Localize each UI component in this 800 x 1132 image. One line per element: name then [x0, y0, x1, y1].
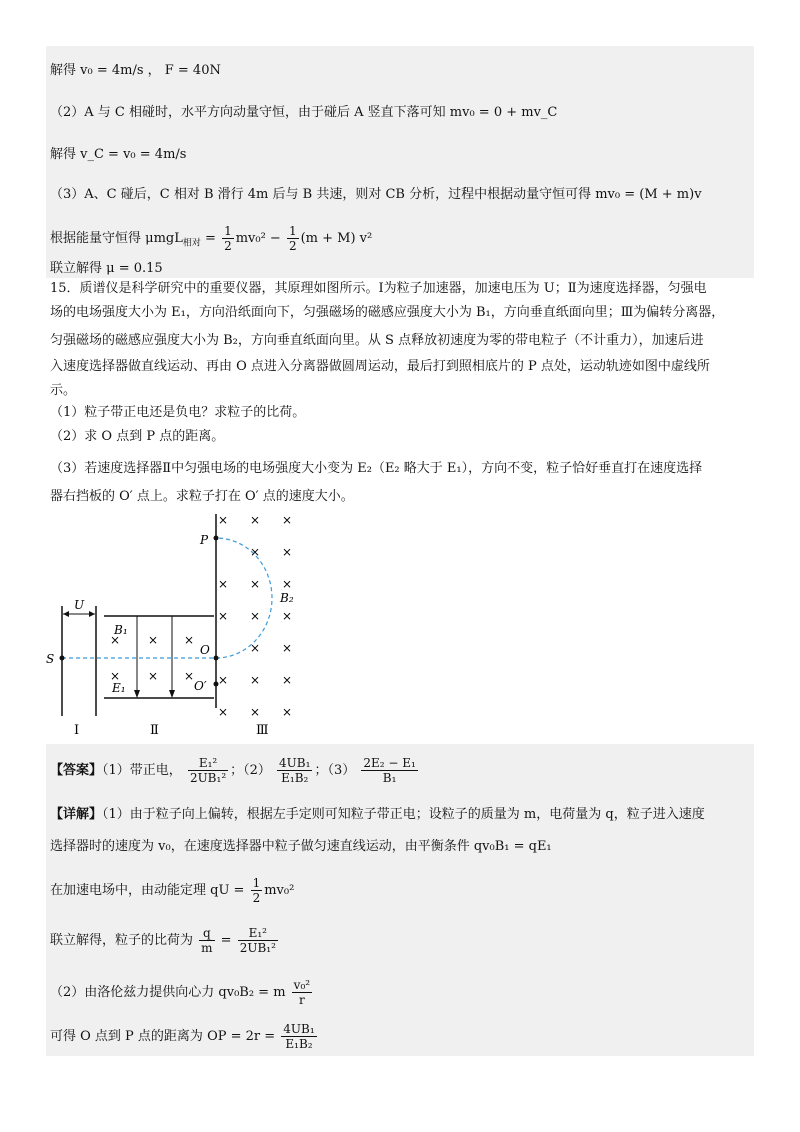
detail-line-2: 选择器时的速度为 v₀，在速度选择器中粒子做匀速直线运动，由平衡条件 qv₀B₁ = qE₁ [50, 839, 552, 854]
label-e1: E₁ [112, 681, 126, 695]
cross-mark: × [250, 513, 261, 527]
cross-mark: × [282, 609, 293, 623]
label-p: P [200, 533, 209, 547]
answer-fraction-2: $\frac{\text{4UB₁}}{\text{E₁B₂}}$ [279, 756, 311, 785]
solution-line-v0: 解得 v₀ = 4m/s ， F = 40N [50, 63, 221, 78]
problem-text-5: 示。 [50, 383, 77, 398]
energy-equals: = [200, 231, 221, 246]
cross-mark: × [184, 633, 195, 647]
circular-trajectory [216, 538, 272, 658]
energy-mid: mv₀² − [235, 231, 285, 246]
detail-label: 【详解】 [50, 807, 103, 822]
cross-mark: × [250, 673, 261, 687]
detail-3-post: mv₀² [264, 883, 295, 898]
region-label-3: Ⅲ [256, 723, 269, 738]
cross-mark: × [218, 513, 229, 527]
problem-text-3: 匀强磁场的磁感应强度大小为 B₂，方向垂直纸面向里。从 S 点释放初速度为零的带电粒子（不计重力），加速后进 [50, 333, 704, 348]
problem-text-1: 15．质谱仪是科学研究中的重要仪器，其原理如图所示。Ⅰ为粒子加速器，加速电压为 U；Ⅱ为速度选择器，匀强电 [50, 281, 707, 296]
answer-line [50, 756, 420, 785]
answer-label: 【答案】 [50, 763, 103, 778]
question-1: （1）粒子带正电还是负电？求粒子的比荷。 [50, 405, 306, 420]
solution-line-energy [50, 224, 372, 253]
problem-text-4: 入速度选择器做直线运动、再由 O 点进入分离器做圆周运动，最后打到照相底片的 P 点处，运动轨迹如图中虚线所 [50, 359, 710, 374]
question-3: （3）若速度选择器Ⅱ中匀强电场的电场强度大小变为 E₂（E₂ 略大于 E₁），方向不变，粒子恰好垂直打在速度选择 [50, 461, 703, 476]
fraction-half-1: $\frac{1}{2}$ [224, 224, 232, 253]
detail-3-prefix: 在加速电场中，由动能定理 qU = [50, 883, 249, 898]
mass-spectrometer-diagram [44, 508, 304, 738]
label-o-prime: O′ [194, 679, 207, 693]
label-o: O [200, 643, 210, 657]
cross-mark: × [250, 577, 261, 591]
cross-mark: × [148, 633, 159, 647]
solution-line-momentum-cb: （3）A、C 碰后，C 相对 B 滑行 4m 后与 B 共速，则对 CB 分析，过程中根据动量守恒可得 mv₀ = (M + m)v [50, 187, 702, 202]
solution-line-vc: 解得 v_C = v₀ = 4m/s [50, 147, 187, 162]
detail-line-1 [50, 806, 705, 824]
cross-mark: × [250, 545, 261, 559]
question-3-cont: 器右挡板的 O′ 点上。求粒子打在 O′ 点的速度大小。 [50, 489, 354, 504]
question-2: （2）求 O 点到 P 点的距离。 [50, 429, 225, 444]
voltage-arrowhead-right [89, 611, 95, 617]
detail-5-prefix: （2）由洛伦兹力提供向心力 qv₀B₂ = m [50, 985, 286, 1000]
detail-6-fraction: $\frac{\text{4UB₁}}{\text{E₁B₂}}$ [283, 1022, 315, 1051]
cross-mark: × [282, 673, 293, 687]
cross-mark: × [110, 633, 121, 647]
detail-line-6 [50, 1022, 319, 1051]
energy-prefix: 根据能量守恒得 μmgL [50, 231, 183, 246]
detail-6-prefix: 可得 O 点到 P 点的距离为 OP = 2r = [50, 1029, 280, 1044]
point-o [214, 656, 219, 661]
fraction-half-2: $\frac{1}{2}$ [288, 224, 297, 253]
e-field-arrowhead-2 [169, 690, 175, 698]
cross-mark: × [282, 705, 293, 719]
cross-mark: × [250, 705, 261, 719]
cross-mark: × [218, 577, 229, 591]
label-b2: B₂ [280, 591, 294, 605]
cross-mark: × [282, 513, 293, 527]
cross-mark: × [282, 545, 293, 559]
detail-5-fraction: $\frac{\text{v₀²}}{r}$ [293, 978, 311, 1007]
cross-mark: × [250, 641, 261, 655]
voltage-arrowhead-left [63, 611, 69, 617]
cross-mark: × [218, 673, 229, 687]
cross-mark: × [282, 577, 293, 591]
energy-post: (m + M) v² [300, 231, 373, 246]
solution-line-mu: 联立解得 μ = 0.15 [50, 261, 163, 276]
solution-line-momentum-ac: （2）A 与 C 相碰时，水平方向动量守恒，由于碰后 A 竖直下落可知 mv₀ = 0 + mv_C [50, 105, 558, 120]
cross-mark: × [148, 669, 159, 683]
label-b1: B₁ [114, 623, 128, 637]
detail-line-5 [50, 978, 314, 1007]
cross-mark: × [218, 609, 229, 623]
cross-mark: × [184, 669, 195, 683]
detail-4-ratio-rhs: $\frac{\text{E₁²}}{\text{2UB₁²}}$ [239, 926, 276, 955]
point-p [214, 536, 219, 541]
answer-fraction-3: $\frac{\text{2E₂ − E₁}}{\text{B₁}}$ [363, 756, 416, 785]
region-three-crosses [218, 513, 292, 719]
voltage-label: U [74, 598, 85, 612]
label-s: S [46, 652, 55, 666]
detail-line-4 [50, 926, 280, 955]
energy-subscript: 相对 [182, 238, 201, 249]
cross-mark: × [110, 669, 121, 683]
region-label-1: Ⅰ [74, 723, 80, 738]
cross-mark: × [250, 609, 261, 623]
detail-line-3 [50, 876, 294, 905]
answer-part2: ；（2） [230, 763, 271, 778]
detail-4-ratio-lhs: $\frac{q}{m}$ [201, 926, 213, 955]
point-s [60, 656, 65, 661]
region-label-2: Ⅱ [150, 723, 159, 738]
problem-text-2: 场的电场强度大小为 E₁，方向沿纸面向下，匀强磁场的磁感应强度大小为 B₁，方向垂直纸面向里；Ⅲ为偏转分离器， [50, 305, 725, 320]
answer-part3: ；（3） [314, 763, 356, 778]
cross-mark: × [218, 705, 229, 719]
answer-part1: （1）带正电， [102, 763, 182, 778]
detail-4-prefix: 联立解得，粒子的比荷为 [50, 933, 198, 948]
answer-fraction-1: $\frac{\text{E₁²}}{\text{2UB₁²}}$ [189, 756, 227, 785]
detail-text-1: （1）由于粒子向上偏转，根据左手定则可知粒子带正电；设粒子的质量为 m，电荷量为 q，粒子进入速度 [102, 807, 705, 822]
cross-mark: × [282, 641, 293, 655]
e-field-arrowhead-1 [134, 690, 140, 698]
detail-4-equals: = [216, 933, 236, 948]
detail-3-fraction: $\frac{1}{2}$ [252, 876, 261, 905]
